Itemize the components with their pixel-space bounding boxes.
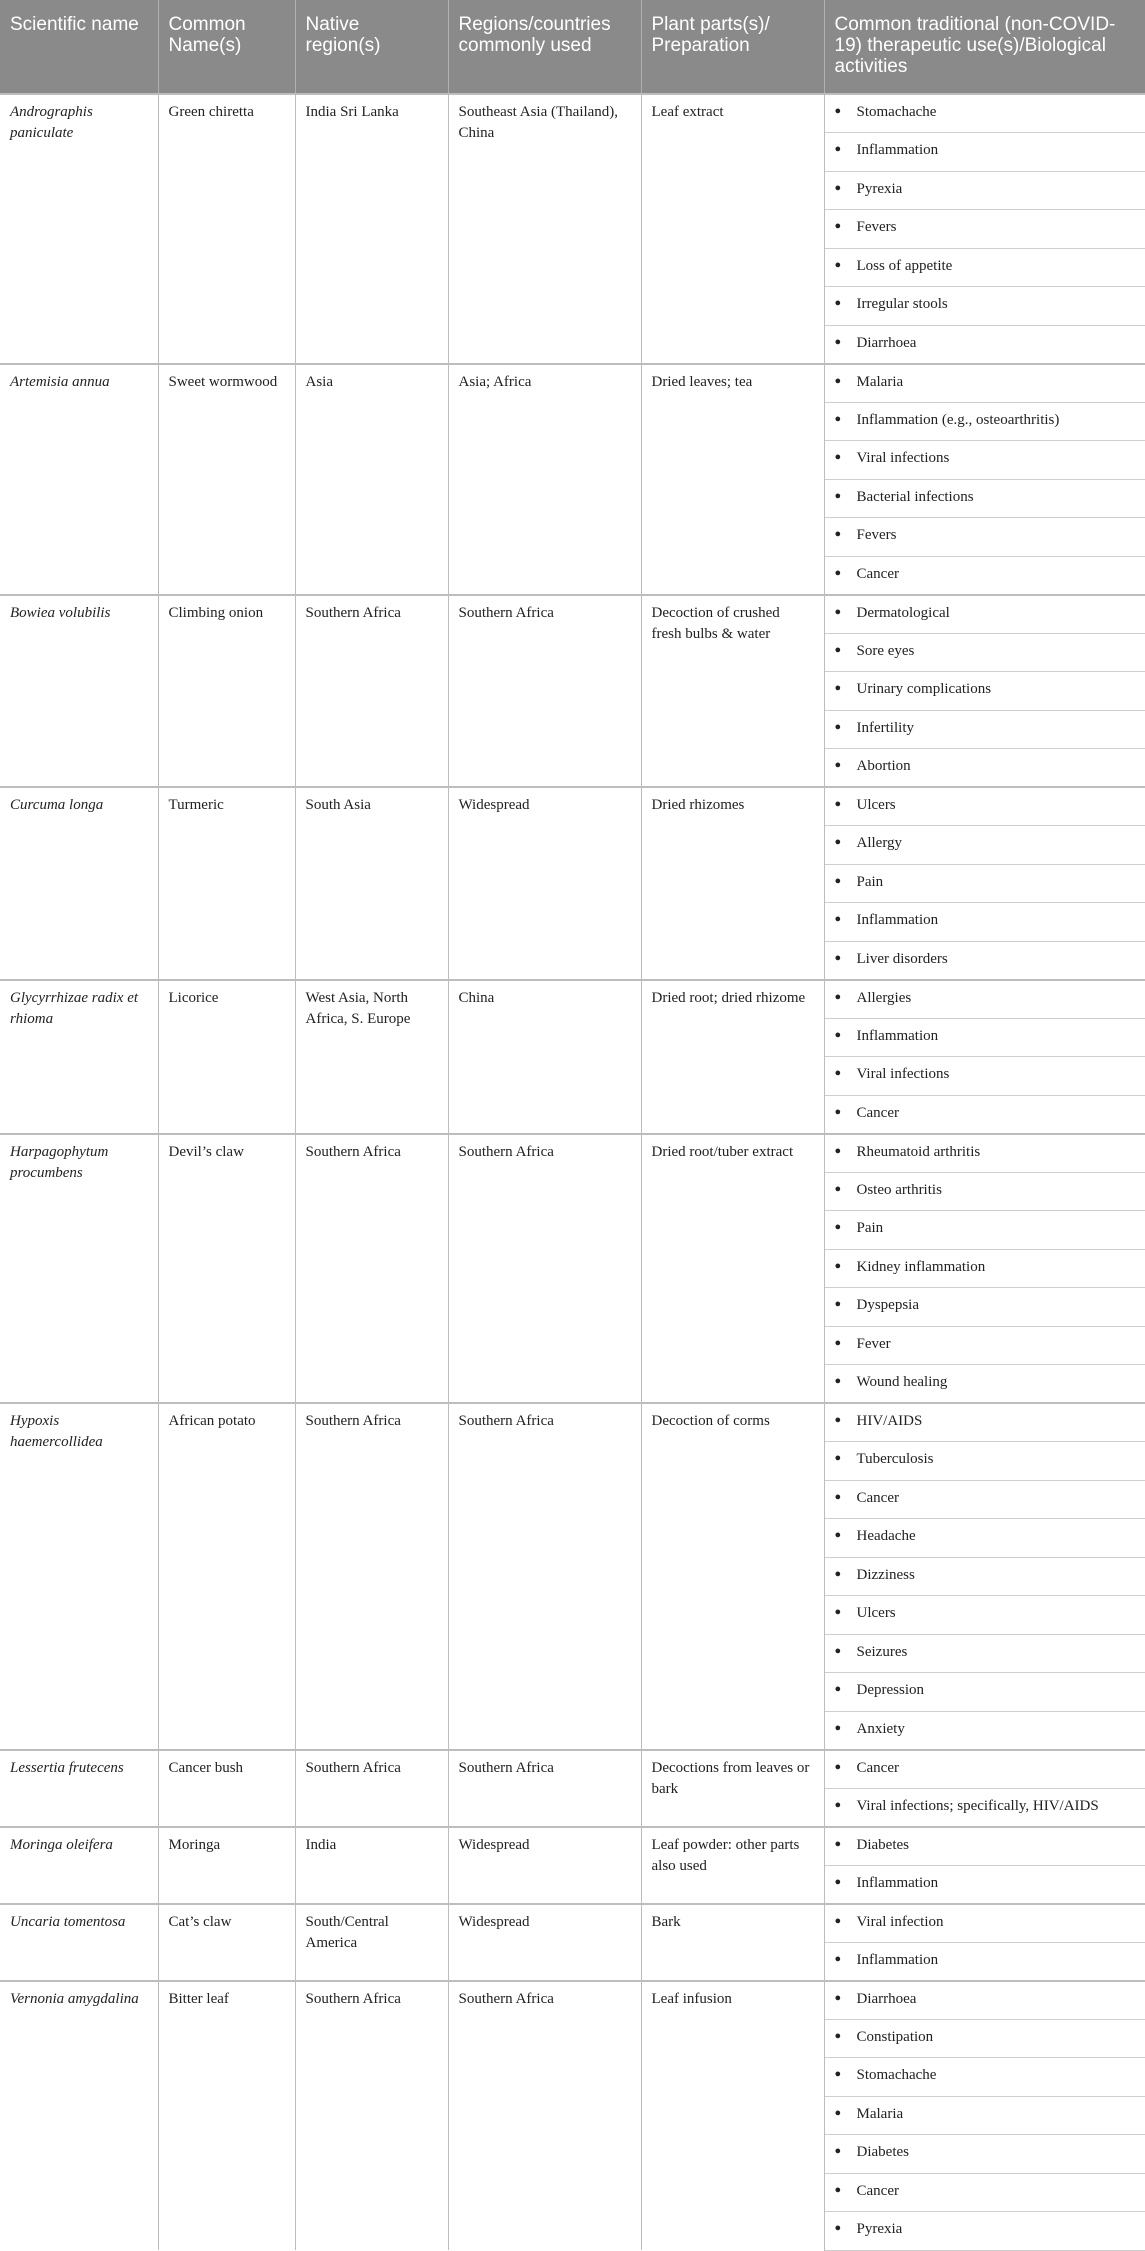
use-item	[824, 980, 1145, 1019]
use-item	[824, 364, 1145, 403]
table-row	[0, 364, 1145, 403]
use-item	[824, 210, 1145, 249]
bullet-icon: ●	[834, 451, 842, 463]
native-region-cell: Asia	[295, 364, 448, 595]
scientific-name-cell: Hypoxis haemercollidea	[0, 1403, 158, 1750]
use-item	[824, 1519, 1145, 1558]
bullet-icon: ●	[834, 605, 842, 618]
bullet-icon: ●	[834, 1490, 842, 1503]
use-item	[824, 171, 1145, 210]
bullet-icon: ●	[834, 258, 842, 271]
bullet-icon: ●	[834, 335, 842, 348]
use-item	[824, 1095, 1145, 1134]
use-label: Constipation	[856, 2028, 934, 2045]
use-item	[824, 1596, 1145, 1635]
use-item	[824, 749, 1145, 788]
plant-parts-cell: Decoction of crushed fresh bulbs & water	[641, 595, 824, 788]
bullet-icon: ●	[834, 1760, 842, 1773]
bullet-icon: ●	[834, 913, 842, 925]
use-label: Bacterial infections	[856, 488, 974, 505]
bullet-icon: ●	[834, 1798, 842, 1811]
common-name-cell: Sweet wormwood	[158, 364, 295, 595]
bullet-icon: ●	[834, 1644, 842, 1657]
bullet-icon: ●	[834, 1298, 842, 1310]
bullet-icon: ●	[834, 1991, 842, 2004]
use-label: Ulcers	[856, 797, 896, 813]
table-row	[0, 1750, 1145, 1789]
bullet-icon: ●	[834, 720, 842, 733]
use-item	[824, 1442, 1145, 1481]
header-regions-used: Regions/countries commonly used	[448, 0, 641, 94]
use-label: Loss of appetite	[856, 257, 953, 274]
common-name-cell: Cat’s claw	[158, 1904, 295, 1981]
use-label: Cancer	[856, 1489, 899, 1506]
scientific-name-cell: Moringa oleifera	[0, 1827, 158, 1904]
common-name-cell: Turmeric	[158, 787, 295, 980]
use-item	[824, 1249, 1145, 1288]
bullet-icon: ●	[834, 1144, 842, 1157]
plant-parts-cell: Bark	[641, 1904, 824, 1981]
use-item	[824, 2019, 1145, 2058]
use-label: Ulcers	[856, 1605, 896, 1621]
scientific-name-cell: Glycyrrhizae radix et rhioma	[0, 980, 158, 1134]
use-label: Cancer	[856, 565, 899, 582]
use-item	[824, 1172, 1145, 1211]
bullet-icon: ●	[834, 374, 842, 387]
bullet-icon: ●	[834, 1067, 842, 1079]
bullet-icon: ●	[834, 1529, 842, 1541]
bullet-icon: ●	[834, 1375, 842, 1387]
bullet-icon: ●	[834, 2106, 842, 2119]
plant-parts-cell: Leaf powder: other parts also used	[641, 1827, 824, 1904]
bullet-icon: ●	[834, 990, 842, 1003]
use-item	[824, 441, 1145, 480]
use-item	[824, 1634, 1145, 1673]
header-plant-parts: Plant parts(s)/ Preparation	[641, 0, 824, 94]
use-label: Viral infections; specifically, HIV/AIDS	[856, 1797, 1099, 1814]
use-item	[824, 2058, 1145, 2097]
header-scientific-name: Scientific name	[0, 0, 158, 94]
common-name-cell: Devil’s claw	[158, 1134, 295, 1404]
use-item	[824, 518, 1145, 557]
regions-used-cell: Widespread	[448, 1827, 641, 1904]
use-item	[824, 710, 1145, 749]
common-name-cell: Licorice	[158, 980, 295, 1134]
use-item	[824, 1942, 1145, 1981]
common-name-cell: Moringa	[158, 1827, 295, 1904]
use-label: Dizziness	[856, 1566, 915, 1583]
use-label: Viral infection	[856, 1913, 944, 1930]
bullet-icon: ●	[834, 1336, 842, 1349]
header-common-name: Common Name(s)	[158, 0, 295, 94]
use-label: Cancer	[856, 1759, 899, 1776]
bullet-icon: ●	[834, 836, 842, 848]
use-item	[824, 1827, 1145, 1866]
use-label: Malaria	[856, 2105, 904, 2122]
table-row	[0, 94, 1145, 133]
use-item	[824, 1480, 1145, 1519]
use-label: Dyspepsia	[856, 1297, 919, 1313]
scientific-name-cell: Vernonia amygdalina	[0, 1981, 158, 2251]
bullet-icon: ●	[834, 1259, 842, 1272]
use-item	[824, 556, 1145, 595]
use-label: HIV/AIDS	[856, 1413, 923, 1429]
regions-used-cell: Southern Africa	[448, 595, 641, 788]
use-label: Stomachache	[856, 2067, 937, 2083]
bullet-icon: ●	[834, 220, 842, 232]
use-label: Urinary complications	[856, 681, 992, 697]
table-row	[0, 1134, 1145, 1173]
regions-used-cell: Southeast Asia (Thailand), China	[448, 94, 641, 364]
use-item	[824, 1865, 1145, 1904]
native-region-cell: India	[295, 1827, 448, 1904]
bullet-icon: ●	[834, 1683, 842, 1695]
use-label: Cancer	[856, 2182, 899, 2199]
header-row	[0, 0, 1145, 94]
use-label: Diabetes	[856, 2144, 909, 2160]
header-native-region: Native region(s)	[295, 0, 448, 94]
common-name-cell: Bitter leaf	[158, 1981, 295, 2251]
use-label: Inflammation	[856, 1951, 939, 1968]
scientific-name-cell: Curcuma longa	[0, 787, 158, 980]
regions-used-cell: Widespread	[448, 787, 641, 980]
use-item	[824, 325, 1145, 364]
bullet-icon: ●	[834, 951, 842, 964]
use-item	[824, 1750, 1145, 1789]
regions-used-cell: Asia; Africa	[448, 364, 641, 595]
use-item	[824, 2135, 1145, 2174]
regions-used-cell: Southern Africa	[448, 1981, 641, 2251]
use-label: Cancer	[856, 1104, 899, 1121]
use-label: Diarrhoea	[856, 1990, 917, 2007]
use-item	[824, 1365, 1145, 1404]
bullet-icon: ●	[834, 2068, 842, 2080]
bullet-icon: ●	[834, 297, 842, 309]
use-item	[824, 1981, 1145, 2020]
scientific-name-cell: Harpagophytum procumbens	[0, 1134, 158, 1404]
bullet-icon: ●	[834, 1105, 842, 1118]
use-item	[824, 2212, 1145, 2251]
plant-parts-cell: Dried rhizomes	[641, 787, 824, 980]
bullet-icon: ●	[834, 105, 842, 117]
use-label: Infertility	[856, 719, 914, 736]
use-item	[824, 1057, 1145, 1096]
use-item	[824, 672, 1145, 711]
use-label: Pain	[856, 1220, 884, 1236]
use-label: Tuberculosis	[856, 1451, 934, 1467]
scientific-name-cell: Uncaria tomentosa	[0, 1904, 158, 1981]
use-label: Malaria	[856, 373, 904, 390]
plant-parts-cell: Dried leaves; tea	[641, 364, 824, 595]
use-label: Fever	[856, 1335, 891, 1352]
regions-used-cell: Southern Africa	[448, 1403, 641, 1750]
use-label: Sore eyes	[856, 642, 915, 659]
use-label: Kidney inflammation	[856, 1258, 986, 1275]
bullet-icon: ●	[834, 1606, 842, 1618]
native-region-cell: Southern Africa	[295, 1981, 448, 2251]
bullet-icon: ●	[834, 2222, 842, 2234]
bullet-icon: ●	[834, 1028, 842, 1041]
table-row	[0, 787, 1145, 826]
bullet-icon: ●	[834, 2029, 842, 2042]
table-row	[0, 1904, 1145, 1943]
bullet-icon: ●	[834, 798, 842, 810]
plant-parts-cell: Decoction of corms	[641, 1403, 824, 1750]
bullet-icon: ●	[834, 489, 842, 502]
use-label: Wound healing	[856, 1374, 948, 1390]
use-item	[824, 1711, 1145, 1750]
table-row	[0, 1981, 1145, 2020]
plant-parts-cell: Leaf infusion	[641, 1981, 824, 2251]
scientific-name-cell: Lessertia frutecens	[0, 1750, 158, 1827]
regions-used-cell: China	[448, 980, 641, 1134]
bullet-icon: ●	[834, 143, 842, 155]
plant-parts-cell: Dried root; dried rhizome	[641, 980, 824, 1134]
bullet-icon: ●	[834, 1567, 842, 1580]
use-item	[824, 287, 1145, 326]
native-region-cell: Southern Africa	[295, 1403, 448, 1750]
table-row	[0, 1403, 1145, 1442]
use-label: Irregular stools	[856, 296, 948, 312]
native-region-cell: Southern Africa	[295, 595, 448, 788]
use-label: Allergies	[856, 989, 912, 1006]
use-item	[824, 633, 1145, 672]
bullet-icon: ●	[834, 1452, 842, 1464]
bullet-icon: ●	[834, 759, 842, 771]
use-label: Anxiety	[856, 1720, 905, 1737]
native-region-cell: South Asia	[295, 787, 448, 980]
table-row	[0, 980, 1145, 1019]
use-item	[824, 2096, 1145, 2135]
bullet-icon: ●	[834, 682, 842, 694]
use-label: Diabetes	[856, 1836, 909, 1853]
use-item	[824, 133, 1145, 172]
common-name-cell: Climbing onion	[158, 595, 295, 788]
regions-used-cell: Southern Africa	[448, 1134, 641, 1404]
use-label: Allergy	[856, 835, 903, 851]
use-item	[824, 94, 1145, 133]
scientific-name-cell: Bowiea volubilis	[0, 595, 158, 788]
use-label: Liver disorders	[856, 950, 948, 967]
plant-parts-cell: Dried root/tuber extract	[641, 1134, 824, 1404]
plant-parts-cell: Decoctions from leaves or bark	[641, 1750, 824, 1827]
use-label: Inflammation	[856, 1027, 939, 1044]
use-item	[824, 1904, 1145, 1943]
use-item	[824, 903, 1145, 942]
use-item	[824, 1673, 1145, 1712]
table-body	[0, 94, 1145, 2250]
bullet-icon: ●	[834, 2145, 842, 2157]
use-label: Seizures	[856, 1643, 908, 1660]
regions-used-cell: Southern Africa	[448, 1750, 641, 1827]
use-item	[824, 1211, 1145, 1250]
use-label: Dermatological	[856, 604, 950, 621]
common-name-cell: African potato	[158, 1403, 295, 1750]
use-item	[824, 1134, 1145, 1173]
use-label: Viral infections	[856, 1066, 950, 1082]
use-label: Headache	[856, 1528, 916, 1544]
table-row	[0, 595, 1145, 634]
native-region-cell: India Sri Lanka	[295, 94, 448, 364]
bullet-icon: ●	[834, 412, 842, 425]
scientific-name-cell: Artemisia annua	[0, 364, 158, 595]
use-item	[824, 941, 1145, 980]
use-item	[824, 1403, 1145, 1442]
bullet-icon: ●	[834, 1221, 842, 1233]
bullet-icon: ●	[834, 1875, 842, 1888]
regions-used-cell: Widespread	[448, 1904, 641, 1981]
use-item	[824, 2173, 1145, 2212]
bullet-icon: ●	[834, 874, 842, 887]
use-label: Fevers	[856, 219, 897, 235]
scientific-name-cell: Andrographis paniculate	[0, 94, 158, 364]
use-item	[824, 479, 1145, 518]
use-item	[824, 826, 1145, 865]
use-item	[824, 248, 1145, 287]
native-region-cell: Southern Africa	[295, 1750, 448, 1827]
use-label: Depression	[856, 1682, 924, 1698]
bullet-icon: ●	[834, 1182, 842, 1195]
bullet-icon: ●	[834, 1914, 842, 1927]
use-item	[824, 864, 1145, 903]
use-item	[824, 1788, 1145, 1827]
native-region-cell: West Asia, North Africa, S. Europe	[295, 980, 448, 1134]
use-label: Inflammation	[856, 1874, 939, 1891]
use-label: Abortion	[856, 758, 911, 774]
bullet-icon: ●	[834, 566, 842, 579]
common-name-cell: Green chiretta	[158, 94, 295, 364]
use-label: Osteo arthritis	[856, 1181, 942, 1198]
use-item	[824, 1288, 1145, 1327]
use-label: Inflammation	[856, 142, 939, 158]
use-item	[824, 595, 1145, 634]
use-label: Inflammation (e.g., osteoarthritis)	[856, 411, 1060, 428]
use-label: Rheumatoid arthritis	[856, 1143, 981, 1160]
use-item	[824, 1018, 1145, 1057]
bullet-icon: ●	[834, 1414, 842, 1426]
use-label: Viral infections	[856, 450, 950, 466]
use-item	[824, 402, 1145, 441]
use-item	[824, 1557, 1145, 1596]
bullet-icon: ●	[834, 181, 842, 194]
use-label: Pain	[856, 873, 884, 890]
bullet-icon: ●	[834, 1952, 842, 1965]
use-label: Pyrexia	[856, 2221, 903, 2237]
use-item	[824, 787, 1145, 826]
use-label: Diarrhoea	[856, 334, 917, 351]
header-therapeutic-uses: Common traditional (non-COVID-19) therapeutic use(s)/Biological activities	[824, 0, 1145, 94]
bullet-icon: ●	[834, 528, 842, 540]
use-label: Pyrexia	[856, 180, 903, 197]
use-label: Fevers	[856, 527, 897, 543]
native-region-cell: South/Central America	[295, 1904, 448, 1981]
use-label: Stomachache	[856, 104, 937, 120]
table-row	[0, 1827, 1145, 1866]
plant-parts-cell: Leaf extract	[641, 94, 824, 364]
native-region-cell: Southern Africa	[295, 1134, 448, 1404]
use-item	[824, 1326, 1145, 1365]
bullet-icon: ●	[834, 1837, 842, 1850]
bullet-icon: ●	[834, 643, 842, 656]
common-name-cell: Cancer bush	[158, 1750, 295, 1827]
use-label: Inflammation	[856, 912, 939, 928]
bullet-icon: ●	[834, 1721, 842, 1734]
table-header	[0, 0, 1145, 94]
bullet-icon: ●	[834, 2183, 842, 2196]
